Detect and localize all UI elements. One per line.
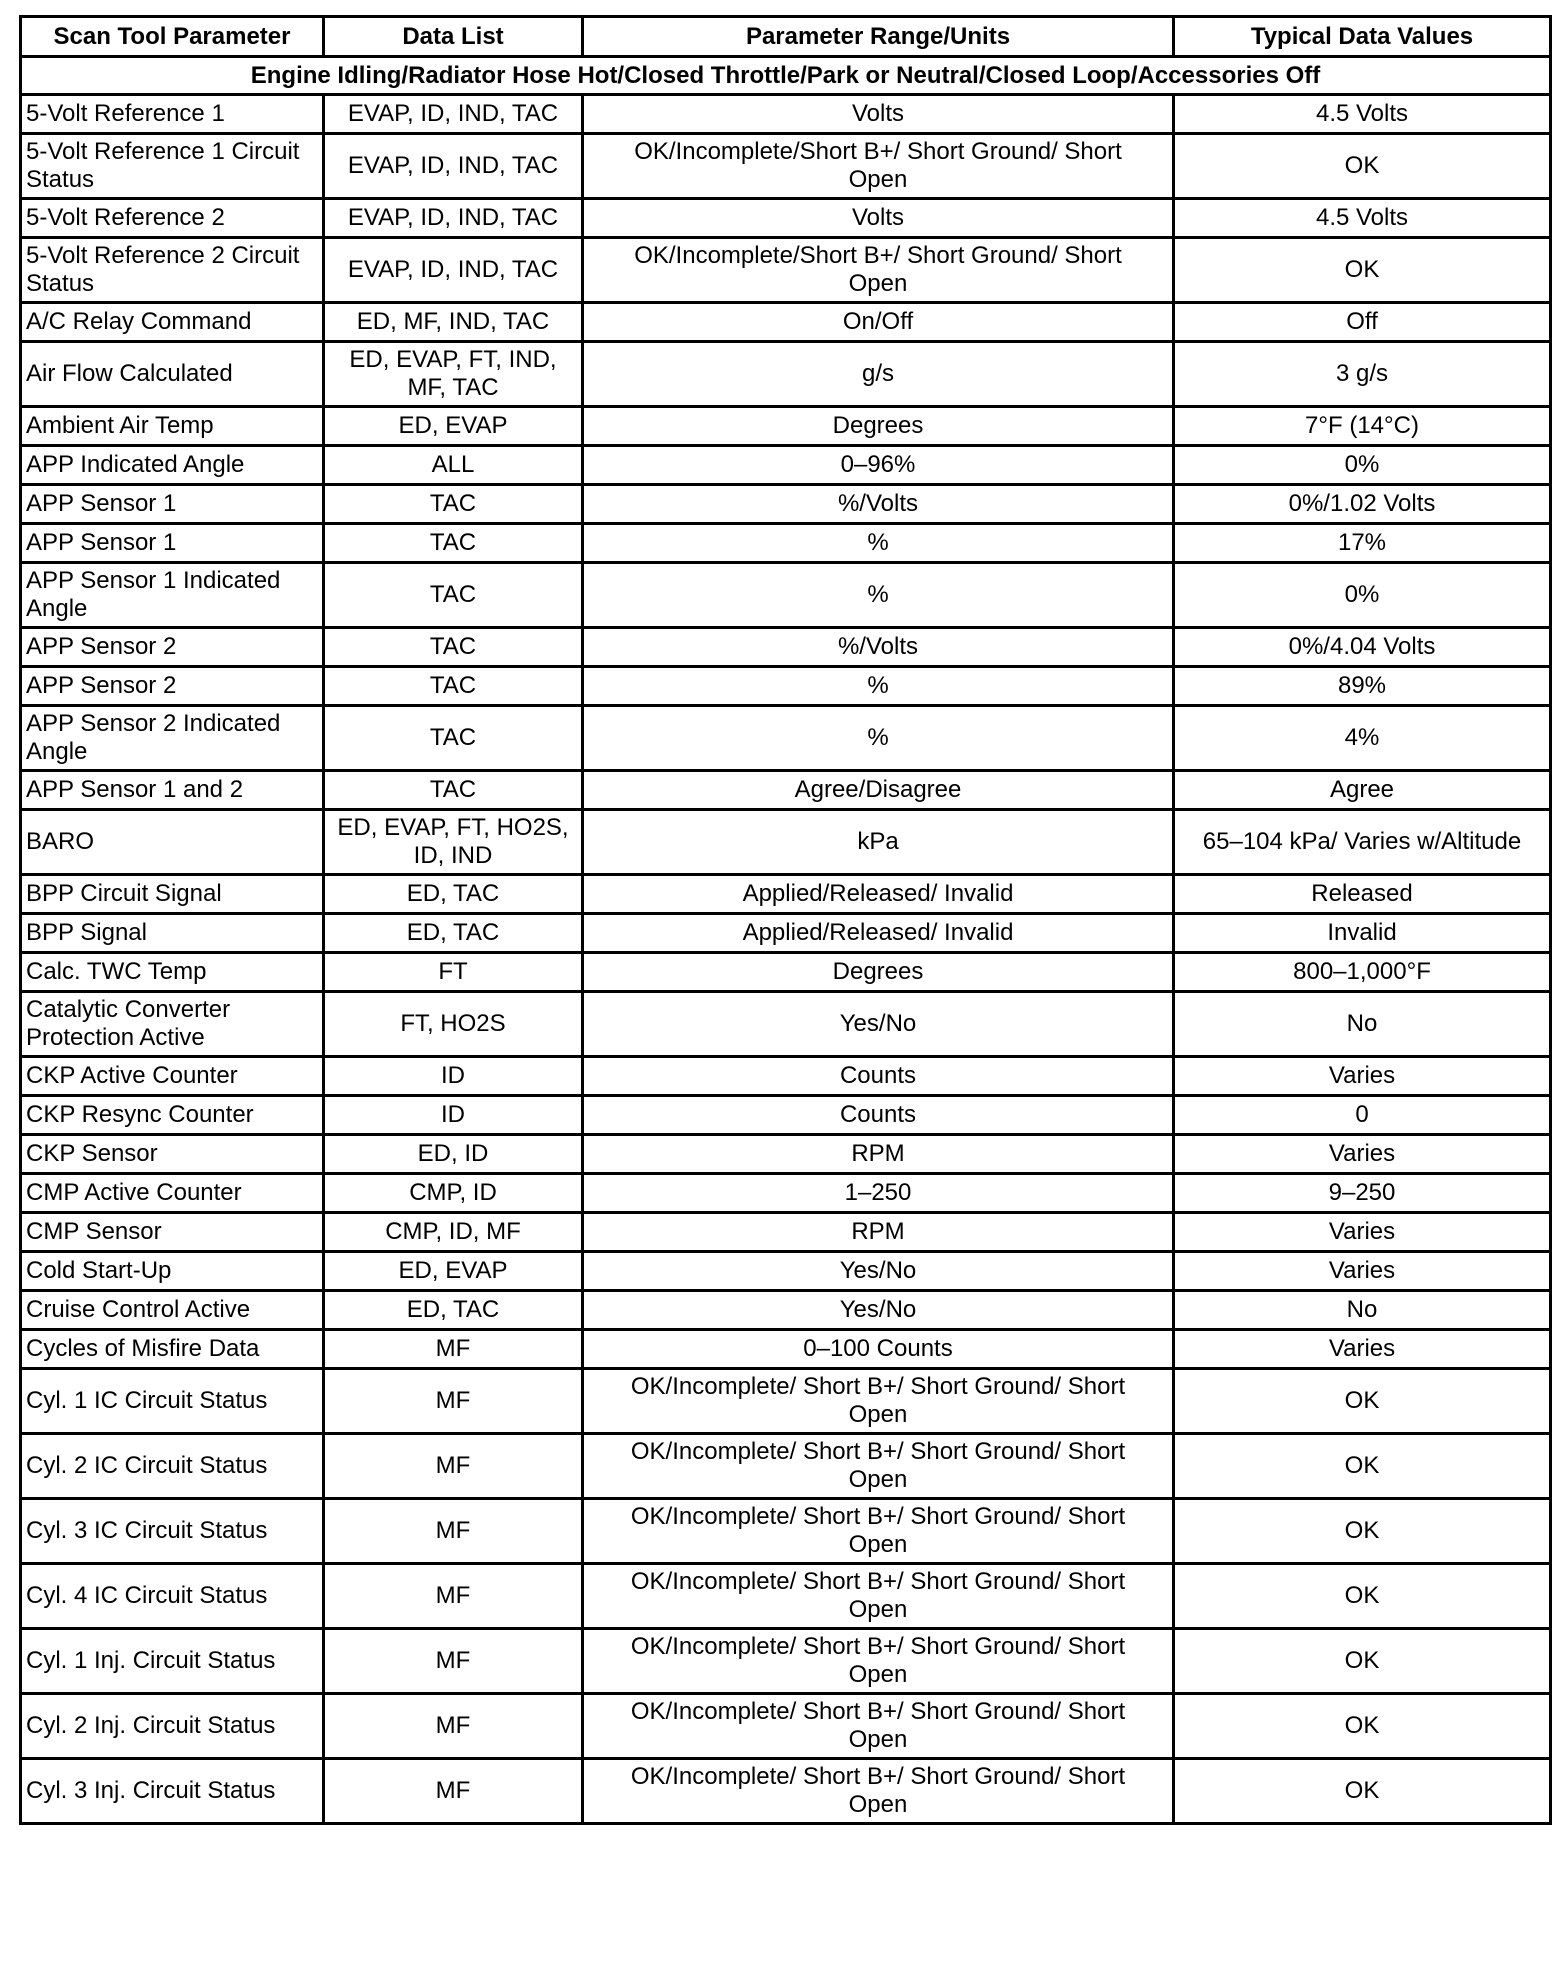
typical-value-cell: Varies — [1174, 1330, 1551, 1369]
data-list-cell: ED, EVAP — [324, 1252, 583, 1291]
parameter-cell: Cyl. 3 Inj. Circuit Status — [21, 1759, 324, 1824]
data-list-cell: TAC — [324, 706, 583, 771]
data-list-cell: MF — [324, 1629, 583, 1694]
typical-value-cell: OK — [1174, 1694, 1551, 1759]
range-units-cell: 0–96% — [583, 446, 1174, 485]
data-list-cell: MF — [324, 1499, 583, 1564]
data-list-cell: MF — [324, 1564, 583, 1629]
table-row — [21, 706, 1551, 771]
parameter-cell: Cyl. 2 Inj. Circuit Status — [21, 1694, 324, 1759]
header-typical-data-values: Typical Data Values — [1174, 17, 1551, 57]
range-units-cell: Yes/No — [583, 1252, 1174, 1291]
table-row — [21, 199, 1551, 238]
table-row — [21, 628, 1551, 667]
parameter-cell: Cyl. 4 IC Circuit Status — [21, 1564, 324, 1629]
table-row — [21, 95, 1551, 134]
typical-value-cell: 65–104 kPa/ Varies w/Altitude — [1174, 810, 1551, 875]
range-units-cell: OK/Incomplete/Short B+/ Short Ground/ Short Open — [583, 134, 1174, 199]
range-units-cell: Applied/Released/ Invalid — [583, 875, 1174, 914]
range-units-cell: % — [583, 524, 1174, 563]
data-list-cell: TAC — [324, 485, 583, 524]
typical-value-cell: 0%/4.04 Volts — [1174, 628, 1551, 667]
typical-value-cell: 9–250 — [1174, 1174, 1551, 1213]
data-list-cell: MF — [324, 1434, 583, 1499]
range-units-cell: RPM — [583, 1135, 1174, 1174]
range-units-cell: 1–250 — [583, 1174, 1174, 1213]
parameter-cell: Cyl. 1 IC Circuit Status — [21, 1369, 324, 1434]
data-list-cell: ALL — [324, 446, 583, 485]
parameter-cell: APP Sensor 1 Indicated Angle — [21, 563, 324, 628]
parameter-cell: CMP Active Counter — [21, 1174, 324, 1213]
typical-value-cell: No — [1174, 1291, 1551, 1330]
range-units-cell: OK/Incomplete/ Short B+/ Short Ground/ Short Open — [583, 1759, 1174, 1824]
data-list-cell: ID — [324, 1096, 583, 1135]
table-row — [21, 1135, 1551, 1174]
range-units-cell: % — [583, 667, 1174, 706]
range-units-cell: OK/Incomplete/Short B+/ Short Ground/ Short Open — [583, 238, 1174, 303]
table-row — [21, 1434, 1551, 1499]
typical-value-cell: Varies — [1174, 1057, 1551, 1096]
typical-value-cell: 7°F (14°C) — [1174, 407, 1551, 446]
typical-value-cell: 0%/1.02 Volts — [1174, 485, 1551, 524]
parameter-cell: Cyl. 1 Inj. Circuit Status — [21, 1629, 324, 1694]
range-units-cell: % — [583, 706, 1174, 771]
data-list-cell: TAC — [324, 628, 583, 667]
range-units-cell: Counts — [583, 1096, 1174, 1135]
parameter-cell: Cycles of Misfire Data — [21, 1330, 324, 1369]
range-units-cell: Degrees — [583, 407, 1174, 446]
parameter-cell: APP Sensor 1 — [21, 485, 324, 524]
data-list-cell: TAC — [324, 667, 583, 706]
parameter-cell: Cyl. 2 IC Circuit Status — [21, 1434, 324, 1499]
table-row — [21, 1213, 1551, 1252]
parameter-cell: 5-Volt Reference 1 Circuit Status — [21, 134, 324, 199]
parameter-cell: APP Sensor 2 — [21, 667, 324, 706]
data-list-cell: ED, EVAP — [324, 407, 583, 446]
data-list-cell: ID — [324, 1057, 583, 1096]
table-row — [21, 563, 1551, 628]
data-list-cell: TAC — [324, 771, 583, 810]
parameter-cell: APP Sensor 1 — [21, 524, 324, 563]
typical-value-cell: 3 g/s — [1174, 342, 1551, 407]
operating-condition: Engine Idling/Radiator Hose Hot/Closed Throttle/Park or Neutral/Closed Loop/Accessories Off — [21, 57, 1551, 95]
header-row — [21, 17, 1551, 57]
header-parameter-range-units: Parameter Range/Units — [583, 17, 1174, 57]
typical-value-cell: Invalid — [1174, 914, 1551, 953]
table-row — [21, 134, 1551, 199]
typical-value-cell: 4.5 Volts — [1174, 95, 1551, 134]
parameter-cell: Catalytic Converter Protection Active — [21, 992, 324, 1057]
data-list-cell: MF — [324, 1369, 583, 1434]
range-units-cell: Agree/Disagree — [583, 771, 1174, 810]
table-row — [21, 1629, 1551, 1694]
table-row — [21, 303, 1551, 342]
typical-value-cell: Off — [1174, 303, 1551, 342]
parameter-cell: Ambient Air Temp — [21, 407, 324, 446]
scan-tool-data-table — [19, 15, 1552, 1825]
parameter-cell: APP Sensor 2 Indicated Angle — [21, 706, 324, 771]
range-units-cell: % — [583, 563, 1174, 628]
table-row — [21, 914, 1551, 953]
data-list-cell: EVAP, ID, IND, TAC — [324, 95, 583, 134]
typical-value-cell: 4% — [1174, 706, 1551, 771]
typical-value-cell: Varies — [1174, 1252, 1551, 1291]
range-units-cell: %/Volts — [583, 628, 1174, 667]
header-data-list: Data List — [324, 17, 583, 57]
data-list-cell: MF — [324, 1759, 583, 1824]
data-list-cell: ED, TAC — [324, 1291, 583, 1330]
typical-value-cell: 0% — [1174, 563, 1551, 628]
data-list-cell: TAC — [324, 524, 583, 563]
range-units-cell: OK/Incomplete/ Short B+/ Short Ground/ Short Open — [583, 1499, 1174, 1564]
typical-value-cell: OK — [1174, 1369, 1551, 1434]
typical-value-cell: OK — [1174, 238, 1551, 303]
parameter-cell: Calc. TWC Temp — [21, 953, 324, 992]
table-row — [21, 1096, 1551, 1135]
table-row — [21, 810, 1551, 875]
typical-value-cell: 0 — [1174, 1096, 1551, 1135]
condition-row — [21, 57, 1551, 95]
parameter-cell: CKP Resync Counter — [21, 1096, 324, 1135]
parameter-cell: APP Indicated Angle — [21, 446, 324, 485]
table-row — [21, 1252, 1551, 1291]
table-row — [21, 1330, 1551, 1369]
parameter-cell: CKP Sensor — [21, 1135, 324, 1174]
parameter-cell: 5-Volt Reference 1 — [21, 95, 324, 134]
parameter-cell: BPP Signal — [21, 914, 324, 953]
data-list-cell: EVAP, ID, IND, TAC — [324, 134, 583, 199]
range-units-cell: %/Volts — [583, 485, 1174, 524]
range-units-cell: OK/Incomplete/ Short B+/ Short Ground/ Short Open — [583, 1434, 1174, 1499]
parameter-cell: Cruise Control Active — [21, 1291, 324, 1330]
table-row — [21, 1174, 1551, 1213]
table-row — [21, 771, 1551, 810]
range-units-cell: 0–100 Counts — [583, 1330, 1174, 1369]
range-units-cell: OK/Incomplete/ Short B+/ Short Ground/ Short Open — [583, 1369, 1174, 1434]
data-list-cell: FT, HO2S — [324, 992, 583, 1057]
parameter-cell: BARO — [21, 810, 324, 875]
data-list-cell: CMP, ID — [324, 1174, 583, 1213]
range-units-cell: Volts — [583, 199, 1174, 238]
parameter-cell: BPP Circuit Signal — [21, 875, 324, 914]
table-row — [21, 1291, 1551, 1330]
table-row — [21, 485, 1551, 524]
range-units-cell: Yes/No — [583, 1291, 1174, 1330]
typical-value-cell: 800–1,000°F — [1174, 953, 1551, 992]
typical-value-cell: OK — [1174, 134, 1551, 199]
data-list-cell: ED, TAC — [324, 875, 583, 914]
table-row — [21, 992, 1551, 1057]
table-row — [21, 1369, 1551, 1434]
parameter-cell: 5-Volt Reference 2 — [21, 199, 324, 238]
data-list-cell: MF — [324, 1694, 583, 1759]
data-list-cell: FT — [324, 953, 583, 992]
range-units-cell: Applied/Released/ Invalid — [583, 914, 1174, 953]
range-units-cell: kPa — [583, 810, 1174, 875]
table-row — [21, 667, 1551, 706]
range-units-cell: On/Off — [583, 303, 1174, 342]
range-units-cell: OK/Incomplete/ Short B+/ Short Ground/ Short Open — [583, 1694, 1174, 1759]
parameter-cell: 5-Volt Reference 2 Circuit Status — [21, 238, 324, 303]
typical-value-cell: Released — [1174, 875, 1551, 914]
typical-value-cell: 4.5 Volts — [1174, 199, 1551, 238]
range-units-cell: Counts — [583, 1057, 1174, 1096]
typical-value-cell: 17% — [1174, 524, 1551, 563]
range-units-cell: Volts — [583, 95, 1174, 134]
parameter-cell: APP Sensor 2 — [21, 628, 324, 667]
typical-value-cell: OK — [1174, 1629, 1551, 1694]
range-units-cell: Degrees — [583, 953, 1174, 992]
data-list-cell: EVAP, ID, IND, TAC — [324, 199, 583, 238]
data-list-cell: ED, EVAP, FT, HO2S, ID, IND — [324, 810, 583, 875]
typical-value-cell: OK — [1174, 1564, 1551, 1629]
typical-value-cell: Agree — [1174, 771, 1551, 810]
range-units-cell: Yes/No — [583, 992, 1174, 1057]
typical-value-cell: OK — [1174, 1499, 1551, 1564]
parameter-cell: A/C Relay Command — [21, 303, 324, 342]
parameter-cell: CKP Active Counter — [21, 1057, 324, 1096]
data-list-cell: ED, EVAP, FT, IND, MF, TAC — [324, 342, 583, 407]
typical-value-cell: No — [1174, 992, 1551, 1057]
data-list-cell: ED, MF, IND, TAC — [324, 303, 583, 342]
table-row — [21, 524, 1551, 563]
table-row — [21, 1499, 1551, 1564]
range-units-cell: OK/Incomplete/ Short B+/ Short Ground/ Short Open — [583, 1564, 1174, 1629]
typical-value-cell: OK — [1174, 1434, 1551, 1499]
typical-value-cell: 89% — [1174, 667, 1551, 706]
table-row — [21, 1759, 1551, 1824]
parameter-cell: Air Flow Calculated — [21, 342, 324, 407]
data-list-cell: EVAP, ID, IND, TAC — [324, 238, 583, 303]
data-list-cell: TAC — [324, 563, 583, 628]
table-row — [21, 953, 1551, 992]
data-list-cell: ED, ID — [324, 1135, 583, 1174]
typical-value-cell: Varies — [1174, 1135, 1551, 1174]
table-row — [21, 875, 1551, 914]
typical-value-cell: 0% — [1174, 446, 1551, 485]
data-list-cell: CMP, ID, MF — [324, 1213, 583, 1252]
range-units-cell: g/s — [583, 342, 1174, 407]
table-row — [21, 342, 1551, 407]
parameter-cell: Cyl. 3 IC Circuit Status — [21, 1499, 324, 1564]
table-row — [21, 407, 1551, 446]
data-list-cell: ED, TAC — [324, 914, 583, 953]
parameter-cell: Cold Start-Up — [21, 1252, 324, 1291]
parameter-cell: APP Sensor 1 and 2 — [21, 771, 324, 810]
data-list-cell: MF — [324, 1330, 583, 1369]
range-units-cell: OK/Incomplete/ Short B+/ Short Ground/ Short Open — [583, 1629, 1174, 1694]
table-row — [21, 1057, 1551, 1096]
table-row — [21, 1564, 1551, 1629]
typical-value-cell: Varies — [1174, 1213, 1551, 1252]
header-scan-tool-parameter: Scan Tool Parameter — [21, 17, 324, 57]
typical-value-cell: OK — [1174, 1759, 1551, 1824]
table-row — [21, 238, 1551, 303]
table-row — [21, 446, 1551, 485]
range-units-cell: RPM — [583, 1213, 1174, 1252]
table-row — [21, 1694, 1551, 1759]
parameter-cell: CMP Sensor — [21, 1213, 324, 1252]
